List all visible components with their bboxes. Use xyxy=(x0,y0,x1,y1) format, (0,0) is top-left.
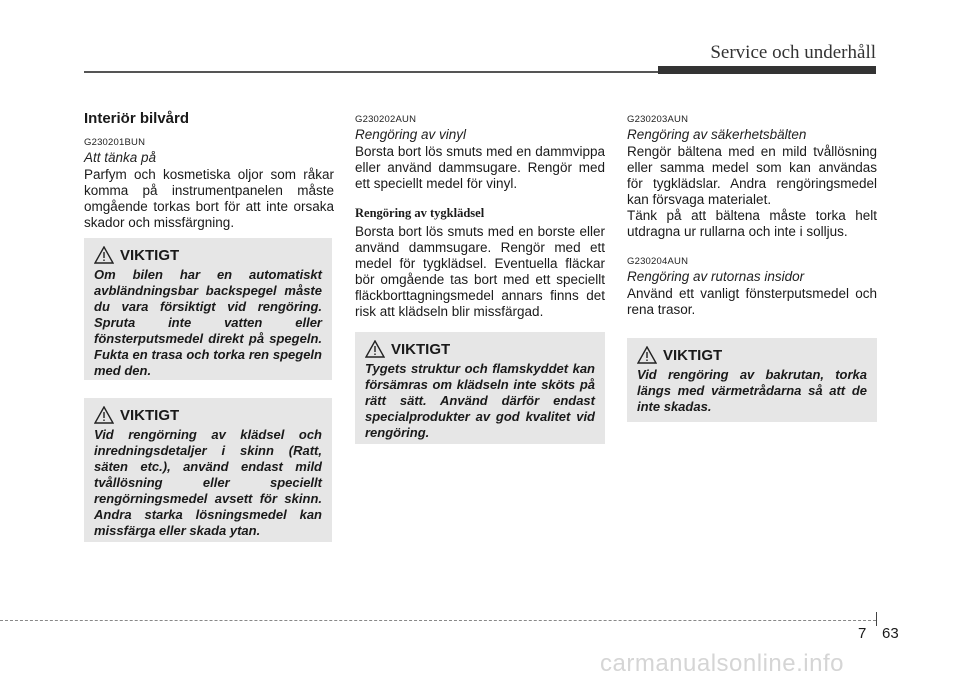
warning-header xyxy=(94,246,322,264)
watermark: carmanualsonline.info xyxy=(600,650,844,677)
warning-header xyxy=(94,406,322,424)
header-rule xyxy=(84,71,664,73)
warning-triangle-icon xyxy=(94,406,114,424)
subheading-serif: Rengöring av tygklädsel xyxy=(355,206,485,220)
page-header-title: Service och underhåll xyxy=(710,42,876,63)
section-code: G230202AUN xyxy=(355,114,417,125)
warning-triangle-icon xyxy=(94,246,114,264)
body-paragraph: Borsta bort lös smuts med en borste eller använd dammsugare. Rengör med ett medel för tygklädsel. Eventuella fläckar bör omgående tas bort med ett speciellt fläckborttagningsmedel annars finns det risk att klädseln blir missfärgad. xyxy=(355,224,605,319)
body-paragraph: Borsta bort lös smuts med en dammvippa eller använd dammsugare. Rengör med ett speciellt medel för vinyl. xyxy=(355,144,605,191)
warning-title: VIKTIGT xyxy=(120,246,180,264)
subheading: Rengöring av rutornas insidor xyxy=(627,269,805,284)
subheading: Rengöring av vinyl xyxy=(355,127,467,142)
subheading: Rengöring av säkerhetsbälten xyxy=(627,127,807,142)
warning-title: VIKTIGT xyxy=(391,340,451,358)
body-paragraph: Rengör bältena med en mild tvållösning eller samma medel som kan användas för tygklädslar. Andra rengöringsmedel kan försvaga materialet. xyxy=(627,144,877,207)
body-paragraph: Tänk på att bältena måste torka helt utdragna ur rullarna och inte i solljus. xyxy=(627,208,877,239)
warning-title: VIKTIGT xyxy=(663,346,723,364)
warning-header xyxy=(637,346,867,364)
warning-text: Vid rengörning av klädsel och inredningsdetaljer i skinn (Ratt, säten etc.), använd endast mild tvållösning eller speciellt rengörningsmedel avsett för skinn. Andra starka lösningsmedel kan missfärga eller skada ytan. xyxy=(94,427,322,538)
warning-box xyxy=(84,398,332,542)
warning-header xyxy=(365,340,595,358)
warning-box xyxy=(627,338,877,422)
body-paragraph: Parfym och kosmetiska oljor som råkar komma på instrumentpanelen måste omgående torkas bort för att inte orsaka skador och missfärgning. xyxy=(84,167,334,230)
warning-box xyxy=(355,332,605,444)
warning-triangle-icon xyxy=(365,340,385,358)
body-paragraph: Använd ett vanligt fönsterputsmedel och rena trasor. xyxy=(627,286,877,317)
footer-divider xyxy=(876,612,877,626)
footer-rule xyxy=(0,620,876,621)
warning-triangle-icon xyxy=(637,346,657,364)
section-code: G230201BUN xyxy=(84,137,146,148)
warning-text: Om bilen har en automatiskt avbländningsbar backspegel måste du vara försiktigt vid rengöring. Spruta inte vatten eller fönsterputsmedel direkt på spegeln. Fukta en trasa och torka ren spegeln med den. xyxy=(94,267,322,378)
warning-box xyxy=(84,238,332,380)
column-2 xyxy=(355,110,605,320)
warning-title: VIKTIGT xyxy=(120,406,180,424)
chapter-number: 7 xyxy=(858,625,867,642)
section-title: Interiör bilvård xyxy=(84,110,190,127)
warning-text: Tygets struktur och flamskyddet kan försämras om klädseln inte sköts på rätt sätt. Använd därför endast specialprodukter av god kvalitet vid rengöring. xyxy=(365,361,595,440)
column-1 xyxy=(84,110,334,231)
section-code: G230204AUN xyxy=(627,256,689,267)
subheading: Att tänka på xyxy=(84,150,157,165)
warning-text: Vid rengöring av bakrutan, torka längs med värmetrådarna så att de inte skadas. xyxy=(637,367,867,414)
column-3 xyxy=(627,110,877,318)
page-number: 63 xyxy=(882,625,899,642)
section-code: G230203AUN xyxy=(627,114,689,125)
header-rule-accent xyxy=(658,66,876,74)
